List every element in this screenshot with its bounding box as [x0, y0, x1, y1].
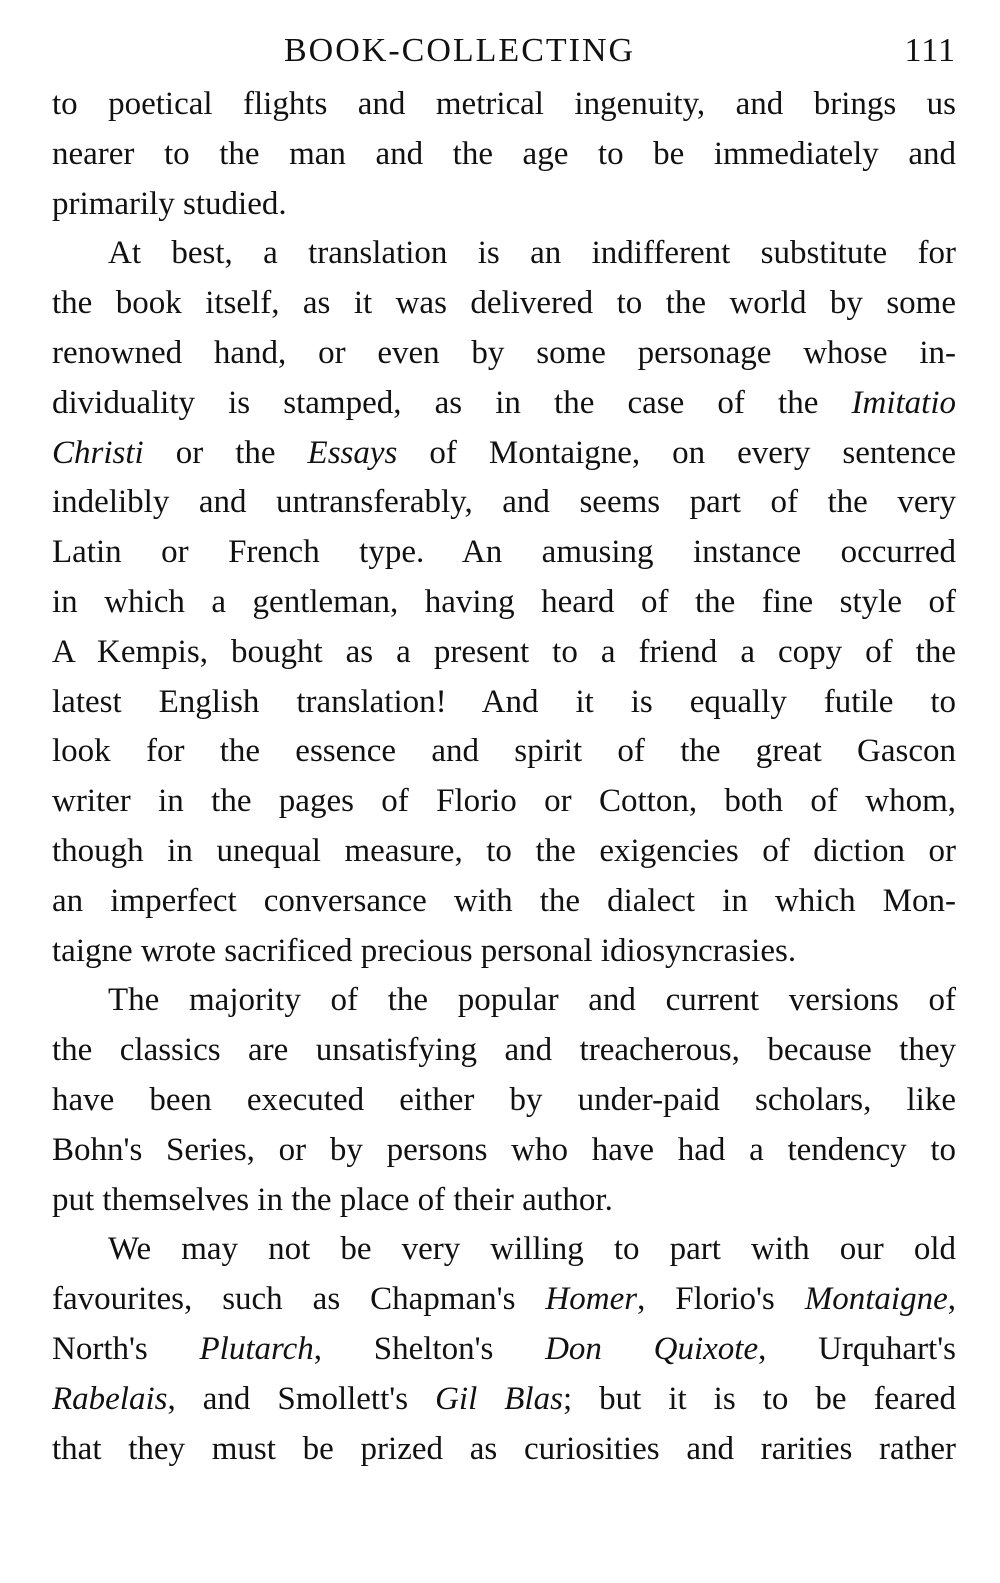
book-title-italic: Montaigne: [804, 1281, 948, 1318]
text-line: an imperfect conversance with the dialect in which Mon-: [52, 882, 956, 919]
text-run: ; but it is to be feared: [562, 1380, 956, 1417]
text-line: [52, 379, 956, 429]
paragraph-continuation: [52, 80, 956, 229]
text-run: North's: [52, 1330, 200, 1367]
book-title-italic: Imitatio: [851, 384, 956, 421]
text-run: or the: [143, 434, 308, 471]
text-line: Bohn's Series, or by persons who have had a tendency to: [52, 1131, 956, 1168]
running-title: BOOK-COLLECTING: [284, 32, 636, 69]
text-line: writer in the pages of Florio or Cotton, both of whom,: [52, 783, 956, 820]
book-title-italic: Essays: [307, 434, 398, 471]
text-line: nearer to the man and the age to be immediately and: [52, 135, 956, 172]
paragraph-favourites: [52, 1225, 956, 1474]
text-line: [52, 1275, 956, 1325]
paragraph-versions: [52, 976, 956, 1225]
book-title-italic: Plutarch: [199, 1330, 314, 1367]
text-line: the classics are unsatisfying and treacherous, because they: [52, 1032, 956, 1069]
text-line: latest English translation! And it is equally futile to: [52, 683, 956, 720]
text-line: taigne wrote sacrificed precious personal idiosyncrasies.: [52, 932, 797, 969]
running-header: [52, 28, 956, 80]
text-line: to poetical flights and metrical ingenuity, and brings us: [52, 86, 956, 122]
text-line: the book itself, as it was delivered to the world by some: [52, 285, 956, 322]
text-line: A Kempis, bought as a present to a friend a copy of the: [52, 633, 956, 670]
text-line: put themselves in the place of their author.: [52, 1181, 613, 1218]
text-run: ,: [947, 1281, 956, 1318]
text-line: have been executed either by under-paid scholars, like: [52, 1081, 956, 1118]
text-line: We may not be very willing to part with our old: [108, 1231, 956, 1268]
book-title-italic: Gil Blas: [435, 1380, 563, 1417]
text-line: primarily studied.: [52, 185, 287, 222]
text-run: , Urquhart's: [758, 1330, 957, 1367]
page-number: 111: [904, 32, 956, 69]
paragraph-translation: [52, 229, 956, 976]
text-line: [52, 1325, 956, 1375]
text-line: indelibly and untransferably, and seems part of the very: [52, 484, 956, 521]
text-line: in which a gentleman, having heard of the fine style of: [52, 583, 956, 620]
text-run: , Shelton's: [313, 1330, 546, 1367]
text-line: At best, a translation is an indifferent substitute for: [108, 235, 956, 272]
text-run: , Florio's: [637, 1281, 805, 1318]
text-run: favourites, such as Chapman's: [52, 1281, 546, 1318]
text-line: that they must be prized as curiosities and rarities rather: [52, 1430, 956, 1467]
book-title-italic: Homer: [545, 1281, 638, 1318]
text-run: dividuality is stamped, as in the case of the: [52, 384, 852, 421]
text-line: [52, 429, 956, 479]
text-run: of Montaigne, on every sentence: [397, 434, 956, 471]
book-title-italic: Christi: [52, 434, 144, 471]
book-title-italic: Rabelais: [52, 1380, 168, 1417]
text-line: [52, 1375, 956, 1425]
text-line: The majority of the popular and current versions of: [108, 982, 956, 1019]
text-line: look for the essence and spirit of the great Gascon: [52, 733, 956, 770]
text-line: Latin or French type. An amusing instance occurred: [52, 534, 956, 571]
book-title-italic: Don Quixote: [545, 1330, 759, 1367]
text-line: renowned hand, or even by some personage whose in-: [52, 334, 956, 371]
text-run: , and Smollett's: [167, 1380, 436, 1417]
book-page: [52, 28, 956, 1474]
text-line: though in unequal measure, to the exigencies of diction or: [52, 832, 956, 869]
body-text: [52, 80, 956, 1474]
